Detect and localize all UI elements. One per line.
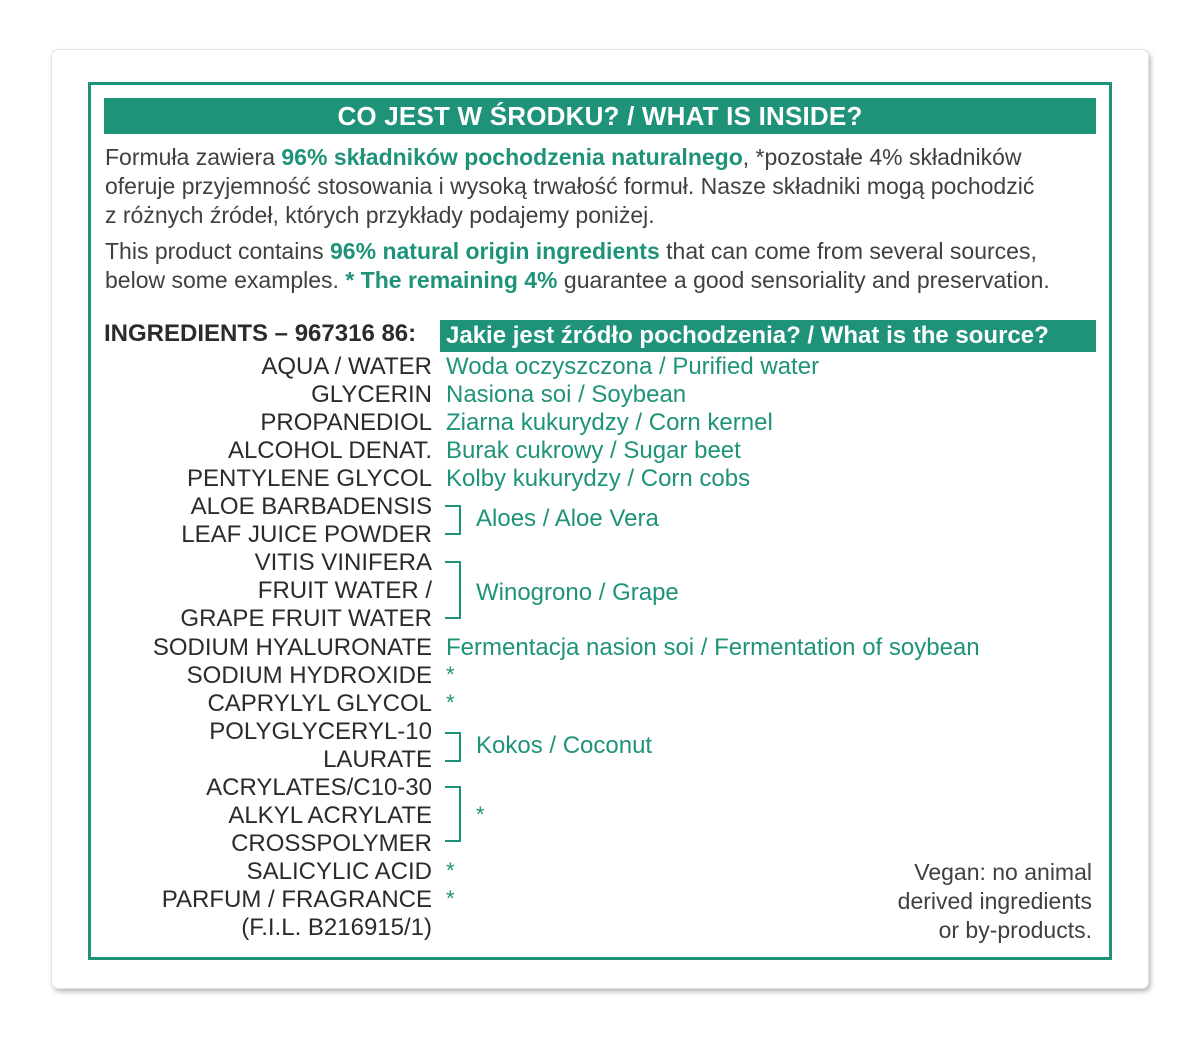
- polish-line2: oferuje przyjemność stosowania i wysoką trwałość formuł. Nasze składniki mogą pochodzić: [105, 173, 1035, 199]
- polish-line1-a: Formuła zawiera: [105, 144, 282, 170]
- vegan-line2: derived ingredients: [897, 888, 1092, 914]
- ingredient-name: GLYCERIN: [311, 381, 432, 408]
- source-pentylene: Kolby kukurydzy / Corn cobs: [446, 465, 751, 492]
- source-aqua: Woda oczyszczona / Purified water: [446, 353, 820, 380]
- ingredient-name: LAURATE: [323, 746, 432, 773]
- source-hyaluronate: Fermentacja nasion soi / Fermentation of soybean: [446, 634, 980, 661]
- ingredient-name: ALOE BARBADENSIS: [190, 493, 432, 520]
- english-remaining-highlight: * The remaining 4%: [345, 267, 558, 293]
- ingredients-header: INGREDIENTS – 967316 86:: [104, 320, 417, 347]
- ingredient-name: GRAPE FRUIT WATER: [180, 605, 432, 632]
- english-line2-a: below some examples.: [105, 267, 346, 293]
- star-parfum: *: [446, 886, 455, 911]
- star-caprylyl-glycol: *: [446, 690, 455, 715]
- english-highlight: 96% natural origin ingredients: [330, 238, 660, 264]
- section-header: CO JEST W ŚRODKU? / WHAT IS INSIDE?: [104, 98, 1096, 134]
- ingredient-name: ALCOHOL DENAT.: [227, 437, 432, 464]
- ingredient-name: FRUIT WATER /: [257, 577, 432, 604]
- bracket-acrylates: [445, 786, 461, 842]
- ingredient-name: SALICYLIC ACID: [246, 858, 432, 885]
- source-alcohol: Burak cukrowy / Sugar beet: [446, 437, 741, 464]
- ingredient-name: CAPRYLYL GLYCOL: [207, 690, 432, 717]
- ingredient-name: LEAF JUICE POWDER: [181, 521, 432, 548]
- star-salicylic-acid: *: [446, 858, 455, 883]
- english-line1-a: This product contains: [105, 238, 331, 264]
- ingredient-name: SODIUM HYALURONATE: [152, 634, 432, 661]
- polish-highlight: 96% składników pochodzenia naturalnego: [281, 144, 743, 170]
- ingredient-name: AQUA / WATER: [261, 353, 432, 380]
- vegan-line1: Vegan: no animal: [914, 859, 1092, 885]
- english-line2-b: guarantee a good sensoriality and preservation.: [557, 267, 1050, 293]
- ingredient-name: ACRYLATES/C10-30: [206, 774, 432, 801]
- ingredient-name: (F.I.L. B216915/1): [241, 914, 432, 941]
- source-grape: Winogrono / Grape: [476, 579, 679, 606]
- source-kokos: Kokos / Coconut: [476, 732, 653, 759]
- ingredient-name: PROPANEDIOL: [260, 409, 432, 436]
- ingredient-name: ALKYL ACRYLATE: [228, 802, 432, 829]
- star-acrylates: *: [476, 802, 485, 827]
- english-line1-b: that can come from several sources,: [659, 238, 1037, 264]
- vegan-line3: or by-products.: [938, 917, 1092, 943]
- vegan-note: [898, 858, 1092, 945]
- ingredient-name: SODIUM HYDROXIDE: [186, 662, 432, 689]
- source-propanediol: Ziarna kukurydzy / Corn kernel: [446, 409, 773, 436]
- bracket-grape: [445, 561, 461, 619]
- english-paragraph: [105, 237, 1050, 295]
- source-header: Jakie jest źródło pochodzenia? / What is the source?: [440, 320, 1096, 352]
- star-sodium-hydroxide: *: [446, 662, 455, 687]
- source-glycerin: Nasiona soi / Soybean: [446, 381, 687, 408]
- source-aloe: Aloes / Aloe Vera: [476, 505, 659, 532]
- ingredient-name: PARFUM / FRAGRANCE: [161, 886, 432, 913]
- bracket-kokos: [445, 732, 461, 762]
- ingredient-name: POLYGLYCERYL-10: [209, 718, 432, 745]
- polish-line3: z różnych źródeł, których przykłady podajemy poniżej.: [105, 202, 655, 228]
- ingredient-name: PENTYLENE GLYCOL: [187, 465, 432, 492]
- bracket-aloe: [445, 505, 461, 535]
- ingredient-name: CROSSPOLYMER: [231, 830, 432, 857]
- polish-paragraph: [105, 143, 1034, 230]
- polish-line1-b: , *pozostałe 4% składników: [742, 144, 1022, 170]
- ingredient-name: VITIS VINIFERA: [254, 549, 432, 576]
